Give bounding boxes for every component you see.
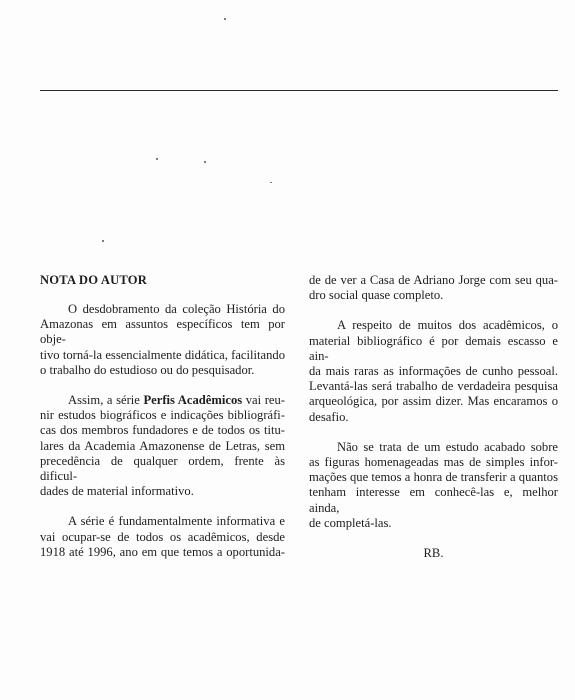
text-line: da mais raras as informações de cunho pessoal. <box>309 364 558 379</box>
text-line: O desdobramento da coleção História do <box>68 302 285 316</box>
text-line: arqueológica, por assim dizer. Mas encaramos o <box>309 394 558 409</box>
text-line: lares da Academia Amazonense de Letras, sem <box>40 438 285 453</box>
text-line: vai ocupar-se de todos os acadêmicos, desde <box>40 529 285 544</box>
text-line: A respeito de muitos dos acadêmicos, o <box>337 318 558 333</box>
text-line: precedência de qualquer ordem, frente às dificul- <box>40 453 285 484</box>
left-text-column <box>40 273 285 575</box>
text-line: 1918 até 1996, ano em que temos a oportunida- <box>40 544 285 559</box>
text-line: tivo torná-la essencialmente didática, facilitando <box>40 347 285 362</box>
paragraph-continuation <box>309 273 558 303</box>
paragraph-3 <box>40 514 285 560</box>
scan-speck <box>102 240 104 242</box>
text-line: dro social quase completo. <box>309 288 444 303</box>
text-run: vai reu- <box>242 393 285 408</box>
text-line: cas dos membros fundadores e de todos os titu- <box>40 423 285 438</box>
paragraph-4 <box>309 318 558 424</box>
paragraph-1 <box>40 302 285 378</box>
series-title: Perfis Acadêmicos <box>143 393 243 408</box>
text-line: Não se trata de um estudo acabado sobre <box>337 439 558 454</box>
scan-speck <box>156 158 158 160</box>
paragraph-5 <box>309 440 558 531</box>
text-line: Amazonas em assuntos específicos tem por obje- <box>40 317 285 347</box>
text-line: desafio. <box>309 409 349 424</box>
paragraph-2 <box>40 393 285 499</box>
text-line: dades de material informativo. <box>40 484 194 499</box>
scan-speck <box>204 161 206 163</box>
right-text-column <box>309 273 558 561</box>
author-signature: RB. <box>423 546 444 561</box>
text-line: nir estudos biográficos e indicações bibliográfi- <box>40 408 285 423</box>
text-line: A série é fundamentalmente informativa e <box>68 514 285 529</box>
scan-speck <box>224 18 226 20</box>
text-line: as figuras homenageadas mas de simples infor- <box>309 455 558 470</box>
text-line: mações que temos a honra de transferir a quantos <box>309 470 558 485</box>
scan-speck <box>270 182 272 183</box>
text-line: Levantá-las será trabalho de verdadeira pesquisa <box>309 379 558 394</box>
text-line: de completá-las. <box>309 515 392 530</box>
text-run: Assim, a série <box>68 393 144 408</box>
text-line: tenham interesse em conhecê-las e, melhor ainda, <box>309 485 558 515</box>
text-line: material bibliográfico é por demais escasso e ain- <box>309 333 558 363</box>
text-line: o trabalho do estudioso ou do pesquisador. <box>40 362 255 377</box>
text-line: de de ver a Casa de Adriano Jorge com seu qua- <box>309 273 558 287</box>
top-horizontal-rule <box>40 90 558 91</box>
text-line <box>40 393 285 408</box>
section-heading: NOTA DO AUTOR <box>40 273 148 287</box>
